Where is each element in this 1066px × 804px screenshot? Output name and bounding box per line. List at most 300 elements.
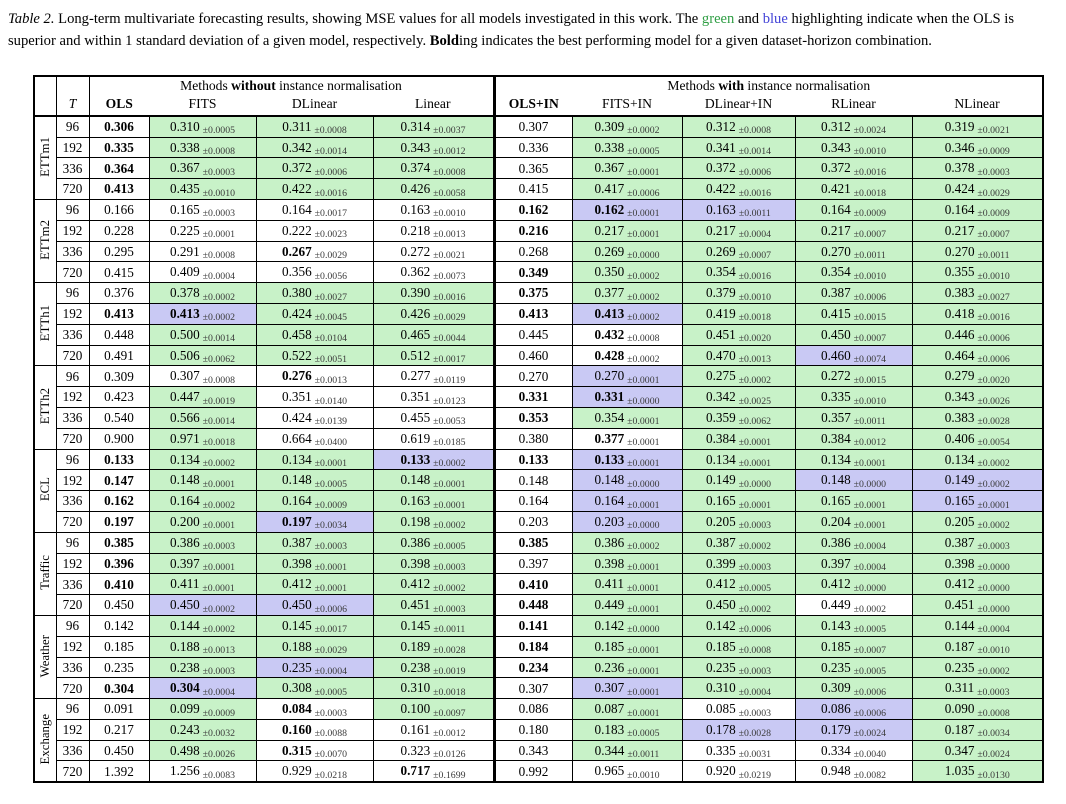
mse-value: 0.413 (104, 181, 134, 197)
mse-value: 0.412 (821, 576, 851, 592)
mse-std: ±0.0001 (314, 582, 347, 594)
mse-value: 0.948 (821, 763, 851, 779)
mse-std: ±0.0000 (977, 603, 1010, 615)
mse-std: ±0.0088 (314, 728, 347, 740)
mse-cell (572, 761, 682, 782)
mse-cell (682, 116, 795, 137)
mse-cell (682, 179, 795, 200)
horizon-cell: 336 (56, 158, 89, 179)
mse-std: ±0.0012 (433, 146, 466, 158)
mse-value: 0.217 (706, 222, 736, 238)
mse-value: 0.396 (104, 555, 134, 571)
mse-std: ±0.0004 (853, 541, 886, 553)
dataset-label-text: ETTh1 (37, 305, 52, 342)
mse-value: 0.336 (518, 139, 549, 155)
mse-value: 0.446 (944, 326, 975, 342)
mse-value: 0.145 (282, 617, 312, 633)
mse-std: ±0.0004 (202, 686, 235, 698)
mse-value: 0.460 (821, 347, 851, 363)
mse-cell (682, 574, 795, 595)
mse-value: 0.426 (400, 181, 431, 197)
mse-value: 0.163 (400, 201, 431, 217)
mse-value: 0.384 (821, 430, 851, 446)
mse-std: ±0.0017 (314, 624, 347, 636)
mse-std: ±0.0008 (202, 374, 235, 386)
mse-cell (149, 595, 256, 616)
mse-std: ±0.0001 (627, 374, 660, 386)
mse-std: ±0.0018 (738, 312, 771, 324)
mse-cell (572, 158, 682, 179)
mse-value: 0.276 (282, 368, 312, 384)
mse-value: 0.270 (821, 243, 851, 259)
horizon-cell: 720 (56, 595, 89, 616)
mse-std: ±0.0008 (202, 146, 235, 158)
mse-value: 0.428 (594, 347, 625, 363)
mse-cell (682, 137, 795, 158)
mse-cell (256, 595, 373, 616)
mse-cell (256, 428, 373, 449)
mse-std: ±0.0006 (738, 166, 771, 178)
mse-cell (149, 283, 256, 304)
mse-value: 0.465 (400, 326, 431, 342)
mse-cell (149, 511, 256, 532)
mse-cell (912, 283, 1043, 304)
mse-cell (149, 449, 256, 470)
mse-cell (795, 345, 912, 366)
mse-cell (494, 179, 572, 200)
mse-cell (89, 449, 149, 470)
mse-value: 0.422 (282, 181, 312, 197)
mse-std: ±0.0010 (853, 270, 886, 282)
mse-cell (373, 262, 494, 283)
mse-cell (912, 511, 1043, 532)
mse-std: ±0.0037 (433, 125, 466, 137)
mse-std: ±0.0003 (738, 520, 771, 532)
mse-cell (572, 553, 682, 574)
mse-cell (373, 491, 494, 512)
mse-cell (373, 595, 494, 616)
mse-std: ±0.0002 (627, 270, 660, 282)
mse-std: ±0.0006 (738, 624, 771, 636)
table-row (34, 199, 1043, 220)
mse-value: 0.387 (282, 534, 312, 550)
mse-value: 0.351 (400, 389, 431, 405)
horizon-cell: 336 (56, 491, 89, 512)
mse-std: ±0.0011 (853, 250, 886, 262)
mse-std: ±0.0024 (853, 728, 886, 740)
mse-cell (89, 511, 149, 532)
mse-cell (912, 699, 1043, 720)
mse-cell (149, 719, 256, 740)
mse-std: ±0.0000 (977, 562, 1010, 574)
table-row (34, 179, 1043, 200)
mse-value: 0.187 (944, 721, 975, 737)
mse-std: ±0.0001 (433, 499, 466, 511)
mse-std: ±0.0008 (202, 250, 235, 262)
mse-value: 0.304 (104, 680, 134, 696)
table-row (34, 678, 1043, 699)
mse-value: 0.099 (170, 701, 200, 717)
horizon-cell: 96 (56, 199, 89, 220)
mse-value: 0.187 (944, 638, 975, 654)
mse-value: 0.380 (518, 431, 549, 447)
column-header-linear: Linear (373, 96, 494, 116)
mse-cell (149, 636, 256, 657)
mse-std: ±0.0001 (202, 229, 235, 241)
mse-value: 0.185 (821, 638, 851, 654)
mse-cell (89, 407, 149, 428)
mse-cell (149, 428, 256, 449)
mse-cell (149, 137, 256, 158)
mse-cell (256, 761, 373, 782)
group-header-row (34, 76, 1043, 96)
horizon-cell: 96 (56, 699, 89, 720)
mse-value: 0.216 (518, 223, 549, 239)
mse-value: 0.378 (170, 285, 200, 301)
mse-value: 0.342 (282, 139, 312, 155)
mse-value: 0.162 (594, 201, 625, 217)
mse-cell (494, 324, 572, 345)
mse-cell (494, 262, 572, 283)
mse-std: ±0.0004 (977, 624, 1010, 636)
column-header-fits-in: FITS+IN (572, 96, 682, 116)
mse-value: 0.451 (706, 326, 736, 342)
mse-cell (795, 449, 912, 470)
dataset-label (34, 615, 56, 698)
mse-std: ±0.0073 (433, 270, 466, 282)
mse-value: 0.236 (594, 659, 625, 675)
table-row (34, 699, 1043, 720)
mse-std: ±0.0011 (627, 749, 660, 761)
mse-std: ±0.0119 (433, 374, 466, 386)
mse-cell (256, 699, 373, 720)
mse-std: ±0.0003 (738, 562, 771, 574)
mse-std: ±0.0003 (202, 666, 235, 677)
mse-cell (494, 366, 572, 387)
table-header (34, 76, 1043, 116)
dataset-label-text: ECL (37, 477, 52, 502)
mse-cell (572, 678, 682, 699)
mse-std: ±0.0003 (738, 666, 771, 677)
mse-cell (572, 532, 682, 553)
horizon-cell: 720 (56, 511, 89, 532)
mse-value: 0.450 (104, 597, 134, 613)
mse-std: ±0.0028 (433, 645, 466, 657)
mse-value: 0.145 (400, 617, 431, 633)
mse-cell (572, 428, 682, 449)
mse-cell (373, 449, 494, 470)
mse-cell (682, 595, 795, 616)
mse-std: ±0.0004 (314, 666, 347, 677)
mse-cell (373, 636, 494, 657)
mse-std: ±0.0000 (853, 478, 886, 490)
mse-cell (912, 407, 1043, 428)
mse-value: 1.035 (944, 763, 975, 779)
mse-value: 0.365 (518, 160, 549, 176)
results-tbody (34, 116, 1043, 783)
mse-value: 0.163 (400, 493, 431, 509)
mse-cell (912, 574, 1043, 595)
mse-value: 0.203 (518, 514, 549, 530)
mse-cell (682, 262, 795, 283)
table-row (34, 262, 1043, 283)
mse-value: 0.449 (821, 597, 851, 613)
mse-cell (795, 303, 912, 324)
mse-cell (149, 366, 256, 387)
mse-std: ±0.0000 (627, 250, 660, 262)
horizon-cell: 96 (56, 116, 89, 137)
horizon-cell: 192 (56, 636, 89, 657)
mse-value: 0.217 (821, 222, 851, 238)
horizon-cell: 336 (56, 407, 89, 428)
mse-value: 0.398 (282, 555, 312, 571)
mse-std: ±0.0001 (738, 458, 771, 470)
mse-std: ±0.0010 (738, 291, 771, 303)
mse-cell (89, 657, 149, 678)
mse-value: 0.133 (400, 451, 431, 467)
mse-std: ±0.0003 (977, 166, 1010, 178)
mse-cell (795, 491, 912, 512)
mse-std: ±0.0002 (627, 125, 660, 137)
mse-cell (89, 428, 149, 449)
table-row (34, 595, 1043, 616)
mse-cell (149, 220, 256, 241)
mse-value: 0.419 (706, 305, 736, 321)
mse-cell (682, 761, 795, 782)
mse-cell (572, 241, 682, 262)
mse-cell (149, 553, 256, 574)
mse-value: 0.450 (170, 597, 200, 613)
mse-value: 0.387 (821, 285, 851, 301)
mse-cell (89, 740, 149, 761)
mse-cell (682, 657, 795, 678)
mse-std: ±0.1699 (433, 769, 466, 781)
mse-value: 0.387 (944, 534, 975, 550)
mse-std: ±0.0001 (627, 458, 660, 470)
mse-cell (256, 303, 373, 324)
mse-std: ±0.0023 (314, 229, 347, 241)
mse-value: 0.355 (944, 264, 975, 280)
mse-std: ±0.0001 (627, 603, 660, 615)
mse-std: ±0.0020 (738, 333, 771, 345)
mse-value: 0.448 (104, 327, 134, 343)
horizon-cell: 720 (56, 345, 89, 366)
mse-cell (256, 636, 373, 657)
mse-cell (373, 241, 494, 262)
mse-value: 0.295 (104, 243, 134, 259)
mse-value: 0.142 (104, 618, 134, 634)
dataset-label (34, 699, 56, 783)
mse-cell (494, 283, 572, 304)
dataset-label (34, 283, 56, 366)
mse-cell (373, 283, 494, 304)
mse-cell (912, 158, 1043, 179)
mse-std: ±0.0400 (314, 437, 347, 449)
mse-std: ±0.0001 (202, 478, 235, 490)
mse-std: ±0.0029 (314, 250, 347, 262)
mse-cell (89, 158, 149, 179)
mse-std: ±0.0010 (433, 208, 466, 220)
mse-cell (494, 678, 572, 699)
mse-value: 0.312 (706, 118, 736, 134)
horizon-cell: 720 (56, 678, 89, 699)
mse-cell (256, 719, 373, 740)
mse-std: ±0.0001 (627, 166, 660, 178)
caption-text-3: highlighting indicate when the OLS is superior and within 1 standard deviation of a given model, respectively. (8, 11, 1015, 49)
mse-cell (572, 615, 682, 636)
mse-value: 0.338 (594, 139, 625, 155)
dataset-label-text: Exchange (37, 713, 52, 765)
mse-value: 0.372 (706, 160, 736, 176)
mse-cell (494, 636, 572, 657)
mse-value: 0.134 (282, 451, 312, 467)
mse-std: ±0.0010 (853, 146, 886, 158)
mse-std: ±0.0001 (627, 499, 660, 511)
mse-std: ±0.0006 (627, 187, 660, 199)
mse-std: ±0.0027 (977, 291, 1010, 303)
mse-value: 0.133 (104, 451, 134, 467)
mse-cell (373, 615, 494, 636)
mse-cell (149, 262, 256, 283)
mse-std: ±0.0014 (202, 333, 235, 345)
table-row (34, 761, 1043, 782)
mse-cell (682, 283, 795, 304)
mse-value: 0.188 (170, 638, 200, 654)
mse-cell (149, 158, 256, 179)
mse-cell (682, 740, 795, 761)
mse-cell (89, 387, 149, 408)
mse-std: ±0.0082 (853, 769, 886, 781)
mse-std: ±0.0005 (738, 582, 771, 594)
mse-value: 0.413 (104, 306, 134, 322)
mse-value: 0.085 (706, 701, 736, 717)
mse-cell (149, 199, 256, 220)
mse-cell (682, 241, 795, 262)
column-header-dlinear: DLinear (256, 96, 373, 116)
mse-std: ±0.0002 (627, 541, 660, 553)
mse-value: 0.164 (170, 493, 200, 509)
mse-value: 0.312 (821, 118, 851, 134)
mse-value: 0.197 (282, 513, 312, 529)
mse-std: ±0.0017 (314, 208, 347, 220)
mse-cell (89, 345, 149, 366)
mse-cell (682, 366, 795, 387)
mse-cell (89, 678, 149, 699)
mse-std: ±0.0001 (627, 645, 660, 657)
mse-value: 0.164 (282, 493, 312, 509)
mse-cell (494, 387, 572, 408)
horizon-cell: 720 (56, 761, 89, 782)
horizon-cell: 192 (56, 553, 89, 574)
mse-cell (795, 719, 912, 740)
mse-value: 0.386 (170, 534, 200, 550)
mse-value: 0.455 (400, 409, 431, 425)
mse-value: 0.149 (944, 472, 975, 488)
mse-value: 0.164 (282, 201, 312, 217)
mse-cell (912, 553, 1043, 574)
mse-value: 0.415 (104, 264, 134, 280)
mse-cell (682, 407, 795, 428)
column-header-ols-in: OLS+IN (494, 96, 572, 116)
mse-cell (572, 179, 682, 200)
mse-std: ±0.0002 (202, 458, 235, 470)
horizon-cell: 192 (56, 303, 89, 324)
mse-value: 0.217 (944, 222, 975, 238)
mse-value: 0.450 (821, 326, 851, 342)
table-row (34, 303, 1043, 324)
horizon-cell: 720 (56, 262, 89, 283)
mse-value: 0.217 (104, 722, 134, 738)
mse-value: 0.450 (104, 742, 134, 758)
mse-cell (912, 491, 1043, 512)
mse-value: 0.464 (944, 347, 975, 363)
mse-std: ±0.0018 (202, 437, 235, 449)
mse-value: 0.165 (170, 201, 200, 217)
mse-cell (494, 511, 572, 532)
mse-std: ±0.0028 (977, 416, 1010, 428)
mse-std: ±0.0014 (738, 146, 771, 158)
mse-cell (256, 283, 373, 304)
mse-cell (795, 574, 912, 595)
mse-value: 0.413 (594, 305, 625, 321)
mse-value: 0.367 (594, 160, 625, 176)
mse-value: 0.086 (518, 701, 549, 717)
mse-std: ±0.0008 (314, 125, 347, 137)
mse-std: ±0.0008 (433, 166, 466, 178)
mse-cell (494, 158, 572, 179)
mse-cell (572, 407, 682, 428)
mse-cell (373, 428, 494, 449)
mse-std: ±0.0002 (627, 312, 660, 324)
caption-table-label: Table 2. (8, 11, 55, 27)
mse-cell (89, 470, 149, 491)
mse-cell (89, 303, 149, 324)
mse-cell (373, 220, 494, 241)
mse-cell (494, 137, 572, 158)
mse-std: ±0.0219 (738, 769, 771, 781)
mse-std: ±0.0011 (977, 250, 1010, 262)
mse-value: 0.307 (518, 119, 549, 135)
mse-value: 0.409 (170, 264, 200, 280)
mse-value: 0.304 (170, 680, 200, 696)
table-row (34, 345, 1043, 366)
column-header-row (34, 96, 1043, 116)
mse-value: 0.965 (594, 763, 625, 779)
mse-value: 0.406 (944, 430, 975, 446)
mse-cell (89, 262, 149, 283)
mse-cell (494, 719, 572, 740)
mse-cell (89, 761, 149, 782)
mse-value: 0.218 (400, 222, 431, 238)
mse-value: 0.309 (594, 118, 625, 134)
mse-value: 0.314 (400, 118, 431, 134)
mse-std: ±0.0003 (202, 166, 235, 178)
mse-value: 0.664 (282, 430, 312, 446)
table-row (34, 553, 1043, 574)
mse-std: ±0.0025 (738, 395, 771, 407)
mse-cell (795, 262, 912, 283)
mse-value: 0.277 (400, 368, 431, 384)
mse-value: 0.412 (706, 576, 736, 592)
mse-std: ±0.0002 (433, 520, 466, 532)
mse-value: 0.217 (594, 222, 625, 238)
mse-std: ±0.0054 (977, 437, 1010, 449)
dataset-label-text: Traffic (37, 555, 52, 591)
mse-cell (256, 366, 373, 387)
mse-value: 0.310 (400, 680, 431, 696)
mse-value: 0.134 (170, 451, 200, 467)
group-header-text: instance normalisation (744, 78, 871, 94)
